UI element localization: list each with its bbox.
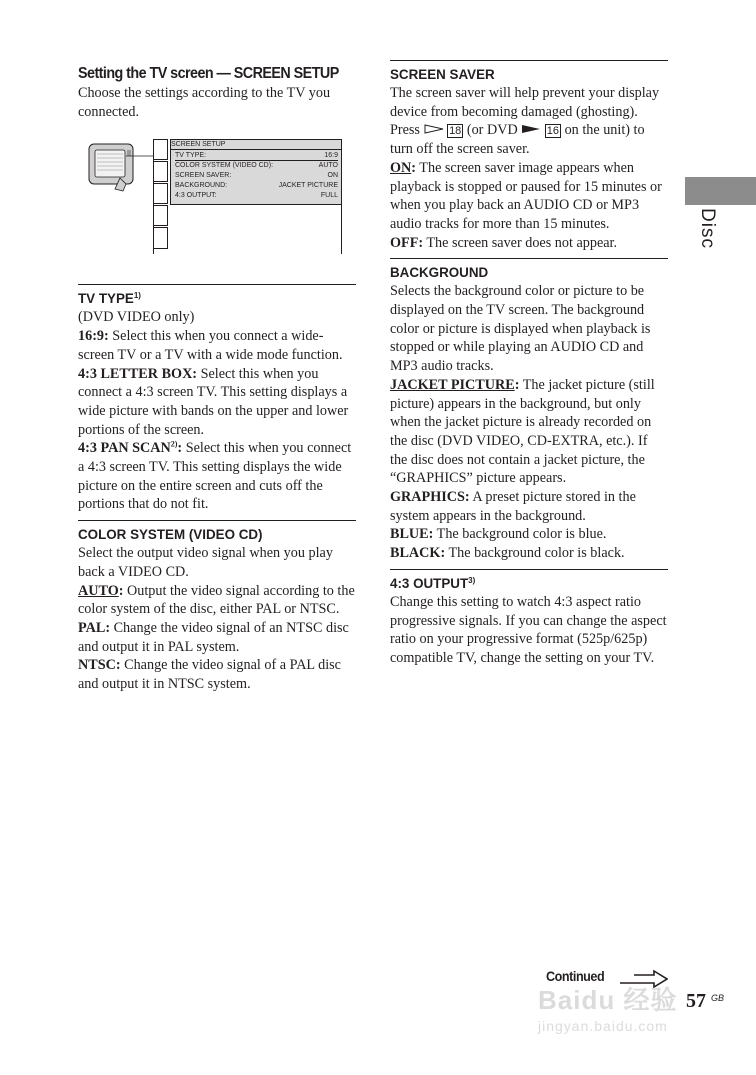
menu-row-label: 4:3 OUTPUT: bbox=[175, 192, 217, 200]
menu-tab bbox=[153, 161, 168, 182]
play-solid-icon bbox=[521, 124, 541, 134]
page-number: 57 bbox=[686, 990, 706, 1012]
section-heading: BACKGROUND bbox=[390, 265, 489, 281]
output-43-section bbox=[390, 575, 668, 674]
tv-type-section bbox=[78, 290, 356, 520]
option-text bbox=[78, 582, 356, 619]
menu-row-value: AUTO bbox=[318, 162, 338, 170]
menu-row bbox=[175, 171, 338, 180]
intro-part: (or DVD bbox=[463, 122, 522, 139]
option-term: OFF: bbox=[390, 234, 424, 251]
option-desc: Select this when you connect a 4:3 screen TV. This setting displays a wide picture with bands on the upper and lower portions of the screen. bbox=[78, 365, 349, 438]
option-text bbox=[390, 488, 668, 525]
option-text bbox=[78, 619, 356, 656]
menu-row-label: SCREEN SAVER: bbox=[175, 172, 232, 180]
option-term: AUTO bbox=[78, 582, 119, 599]
intro-part: on the unit) to turn off the screen saver. bbox=[390, 122, 645, 158]
background-section bbox=[390, 264, 668, 569]
menu-tab bbox=[153, 205, 168, 226]
right-column bbox=[390, 60, 668, 674]
section-divider bbox=[390, 60, 668, 61]
option-term: 4:3 LETTER BOX: bbox=[78, 365, 198, 382]
menu-title: SCREEN SETUP bbox=[171, 141, 226, 149]
option-text bbox=[390, 544, 668, 563]
watermark-url: jingyan.baidu.com bbox=[538, 1018, 668, 1034]
intro-text: Choose the settings according to the TV you connected. bbox=[78, 85, 331, 120]
option-desc: Change the video signal of a PAL disc and output it in NTSC system. bbox=[78, 657, 341, 693]
heading-text: 4:3 OUTPUT bbox=[390, 575, 469, 591]
menu-row bbox=[175, 151, 338, 161]
option-desc: The screen saver image appears when playback is stopped or paused for 15 minutes or when you play back an AUDIO CD or MP3 audio tracks for more than 15 minutes. bbox=[390, 159, 662, 232]
intro-part: The screen saver will help prevent your display device from becoming damaged (ghosting). Press bbox=[390, 85, 660, 139]
section-divider bbox=[78, 284, 356, 285]
menu-row-label: TV TYPE: bbox=[175, 152, 206, 160]
option-colon: : bbox=[411, 159, 417, 176]
section-intro: Select the output video signal when you play back a VIDEO CD. bbox=[78, 545, 333, 580]
menu-row-value: ON bbox=[327, 172, 338, 180]
tv-icon bbox=[88, 142, 136, 194]
menu-tab bbox=[153, 183, 168, 204]
option-term: GRAPHICS: bbox=[390, 489, 470, 506]
option-term: NTSC: bbox=[78, 657, 121, 674]
footnote-mark: 1) bbox=[133, 291, 141, 301]
menu-divider bbox=[170, 149, 342, 150]
heading-text: TV TYPE bbox=[78, 291, 134, 307]
color-system-section bbox=[78, 526, 356, 700]
left-column bbox=[78, 60, 356, 700]
option-term: JACKET PICTURE bbox=[390, 376, 515, 393]
option-term: BLACK: bbox=[390, 545, 446, 562]
menu-row bbox=[175, 181, 338, 190]
menu-row-value: JACKET PICTURE bbox=[278, 182, 338, 190]
option-text bbox=[78, 656, 356, 693]
option-colon: : bbox=[177, 440, 183, 457]
option-text bbox=[78, 327, 356, 364]
option-term: PAL: bbox=[78, 619, 111, 636]
page-suffix: GB bbox=[711, 993, 725, 1003]
screen-saver-section bbox=[390, 66, 668, 258]
page-title: Setting the TV screen — SCREEN SETUP bbox=[78, 65, 339, 82]
section-note: (DVD VIDEO only) bbox=[78, 309, 195, 326]
play-button-icon bbox=[424, 124, 444, 134]
section-divider bbox=[78, 520, 356, 521]
option-text bbox=[390, 376, 668, 488]
menu-row-value: FULL bbox=[320, 192, 338, 200]
screen-setup-illustration bbox=[78, 139, 356, 274]
menu-tab bbox=[153, 139, 168, 160]
option-desc: Output the video signal according to the color system of the disc, either PAL or NTSC. bbox=[78, 582, 355, 618]
menu-row-value: 16:9 bbox=[324, 152, 338, 160]
continued-label: Continued bbox=[546, 968, 605, 984]
option-text bbox=[390, 525, 668, 544]
option-colon: : bbox=[514, 376, 520, 393]
section-heading bbox=[78, 290, 356, 308]
option-desc: The background color is black. bbox=[445, 545, 625, 562]
option-desc: The screen saver does not appear. bbox=[423, 234, 618, 251]
section-heading: COLOR SYSTEM (VIDEO CD) bbox=[78, 527, 263, 543]
option-desc: A preset picture stored in the system appears in the background. bbox=[390, 489, 636, 524]
option-term: 4:3 PAN SCAN bbox=[78, 440, 171, 457]
chapter-tab-label bbox=[694, 208, 722, 258]
option-desc: The jacket picture (still picture) appears in the background, but only when the jacket picture is already recorded on the disc (DVD VIDEO, CD-EXTRA, etc.). If the disc does not contain a jacket picture, the “GRAPHICS” picture appears. bbox=[390, 376, 655, 487]
option-term: 16:9: bbox=[78, 328, 109, 345]
option-desc: Select this when you connect a 4:3 screen TV. This setting displays the wide picture on the entire screen and cuts off the portions that do not fit. bbox=[78, 440, 352, 513]
section-divider bbox=[390, 258, 668, 259]
option-term: ON bbox=[390, 159, 412, 176]
watermark-text: Baidu 经验 bbox=[538, 985, 678, 1015]
option-desc: Select this when you connect a wide-screen TV or a TV with a wide mode function. bbox=[78, 328, 343, 363]
option-text bbox=[78, 439, 356, 514]
footnote-mark: 3) bbox=[468, 575, 476, 585]
section-heading bbox=[390, 575, 668, 593]
menu-row-label: BACKGROUND: bbox=[175, 182, 228, 190]
section-text: Change this setting to watch 4:3 aspect ratio progressive signals. If you can change the aspect ratio on your progressive format (525p/625p) compatible TV, change the setting on your TV. bbox=[390, 593, 667, 666]
option-colon: : bbox=[118, 582, 124, 599]
chapter-tab bbox=[685, 177, 756, 205]
menu-row bbox=[175, 161, 338, 170]
button-number-badge: 16 bbox=[546, 125, 560, 138]
option-text bbox=[390, 159, 668, 234]
menu-row bbox=[175, 191, 338, 200]
option-text bbox=[78, 365, 356, 440]
option-term: BLUE: bbox=[390, 526, 434, 543]
menu-row-label: COLOR SYSTEM (VIDEO CD): bbox=[175, 162, 274, 170]
button-number-badge: 18 bbox=[449, 125, 462, 138]
menu-tab bbox=[153, 227, 168, 249]
chapter-tab-text: Disc bbox=[697, 208, 718, 249]
continued-arrow-icon bbox=[620, 966, 668, 988]
section-divider bbox=[390, 569, 668, 570]
section-intro bbox=[390, 84, 668, 159]
section-heading: SCREEN SAVER bbox=[390, 67, 495, 82]
footnote-mark: 2) bbox=[170, 439, 178, 449]
option-desc: Change the video signal of an NTSC disc and output it in PAL system. bbox=[78, 619, 349, 655]
option-text bbox=[390, 234, 668, 253]
section-intro: Selects the background color or picture to be displayed on the TV screen. The background color or picture is displayed when playback is stopped or while playing an AUDIO CD and MP3 audio tracks. bbox=[390, 283, 651, 375]
connector-line bbox=[126, 153, 156, 159]
option-desc: The background color is blue. bbox=[433, 526, 607, 543]
